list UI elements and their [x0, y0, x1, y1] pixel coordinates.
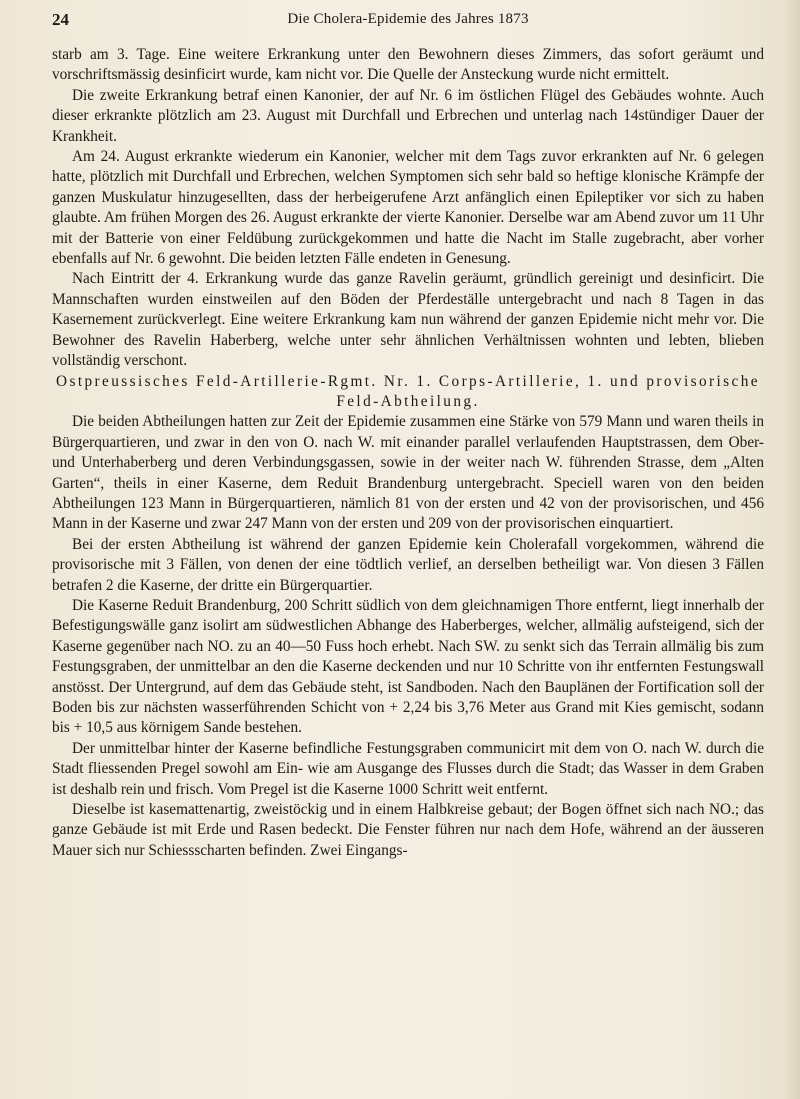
paragraph: Am 24. August erkrankte wiederum ein Kanonier, welcher mit dem Tags zuvor erkrankten auf Nr. 6 gelegen hatte, plötzlich mit Durchfall und Erbrechen, welchen Symptomen sich sehr bald so heftige klonische Krämpfe der ganzen Muskulatur hinzugesellten, dass der herbeigerufene Arzt anfänglich einen Epileptiker vor sich zu haben glaubte. Am frühen Morgen des 26. August erkrankte der vierte Kanonier. Derselbe war am Abend zuvor um 11 Uhr mit der Batterie von einer Feldübung zurückgekommen und hatte die Nacht im Stalle zugebracht, aber vorher ebenfalls auf Nr. 6 gewohnt. Die beiden letzten Fälle endeten in Genesung. [52, 148, 764, 268]
page-edge-shading [782, 0, 800, 1099]
running-title: Die Cholera-Epidemie des Jahres 1873 [287, 11, 529, 27]
paragraph: Die beiden Abtheilungen hatten zur Zeit der Epidemie zusammen eine Stärke von 579 Mann und waren theils in Bürgerquartieren, und zwar in den von O. nach W. mit einander parallel verlaufenden Hauptstrassen, dem Ober- und Unterhaberberg und deren Verbindungsgassen, sowie in der weiter nach W. führenden Strasse, dem „Alten Garten“, theils in einer Kaserne, dem Reduit Brandenburg untergebracht. Speciell waren von den beiden Abtheilungen 123 Mann in Bürgerquartieren, nämlich 81 von der ersten und 42 von der provisorischen, und 456 Mann in der Kaserne und zwar 247 Mann von der ersten und 209 von der provisorischen einquartiert. [52, 413, 764, 533]
page-number: 24 [52, 10, 69, 29]
paragraph: Der unmittelbar hinter der Kaserne befindliche Festungsgraben communicirt mit dem von O. nach W. durch die Stadt fliessenden Pregel sowohl am Ein- wie am Ausgange des Flusses durch die Stadt; das Wasser in dem Graben ist deshalb rein und frisch. Vom Pregel ist die Kaserne 1000 Schritt weit entfernt. [52, 739, 764, 798]
paragraph: Dieselbe ist kasemattenartig, zweistöckig und in einem Halbkreise gebaut; der Bogen öffnet sich nach NO.; das ganze Gebäude ist mit Erde und Rasen bedeckt. Die Fenster führen nur nach dem Hofe, während an der äusseren Mauer sich nur Schiessscharten befinden. Zwei Eingangs- [52, 801, 764, 859]
paragraph: Die zweite Erkrankung betraf einen Kanonier, der auf Nr. 6 im östlichen Flügel des Gebäudes wohnte. Auch dieser erkrankte plötzlich am 23. August mit Durchfall und Erbrechen und unterlag nach 14stündiger Dauer der Krankheit. [52, 86, 764, 145]
body-text [52, 45, 764, 861]
paragraph: Die Kaserne Reduit Brandenburg, 200 Schritt südlich von dem gleichnamigen Thore entfernt, liegt innerhalb der Befestigungswälle ganz isolirt am südwestlichen Abhange des Haberberges, welcher, allmälig aufsteigend, sich der Kaserne gegenüber nach NO. zu an 40—50 Fuss hoch erhebt. Nach SW. zu senkt sich das Terrain allmälig bis zum Festungsgraben, der unmittelbar an den die Kaserne deckenden und nur 10 Schritte von ihr entfernten Festungswall anstösst. Der Untergrund, auf dem das Gebäude steht, ist Sandboden. Nach den Bauplänen der Fortification soll der Boden bis zur nächsten wasserführenden Schicht von + 2,24 bis 3,76 Meter aus Grand mit Kies gemischt, sodann bis + 10,5 aus körnigem Sande bestehen. [52, 596, 764, 737]
section-heading: Ostpreussisches Feld-Artillerie-Rgmt. Nr. 1. Corps-Artillerie, 1. und provisorische Feld-Abtheilung. [56, 372, 760, 410]
running-head [52, 10, 764, 32]
paragraph: starb am 3. Tage. Eine weitere Erkrankung unter den Bewohnern dieses Zimmers, das sofort geräumt und vorschriftsmässig desinficirt wurde, kam nicht vor. Die Quelle der Ansteckung wurde nicht ermittelt. [52, 46, 764, 84]
paragraph: Bei der ersten Abtheilung ist während der ganzen Epidemie kein Cholerafall vorgekommen, während die provisorische mit 3 Fällen, von denen der eine tödtlich verlief, an derselben betheiligt war. Von diesen 3 Fällen betrafen 2 die Kaserne, der dritte ein Bürgerquartier. [52, 535, 764, 594]
paragraph: Nach Eintritt der 4. Erkrankung wurde das ganze Ravelin geräumt, gründlich gereinigt und desinficirt. Die Mannschaften wurden einstweilen auf den Böden der Pferdeställe untergebracht und nach 8 Tagen in das Kasernement zurückverlegt. Eine weitere Erkrankung kam nun während der ganzen Epidemie nicht mehr vor. Die Bewohner des Ravelin Haberberg, welche unter sehr ähnlichen Verhältnissen wohnten und lebten, blieben vollständig verschont. [52, 270, 764, 370]
